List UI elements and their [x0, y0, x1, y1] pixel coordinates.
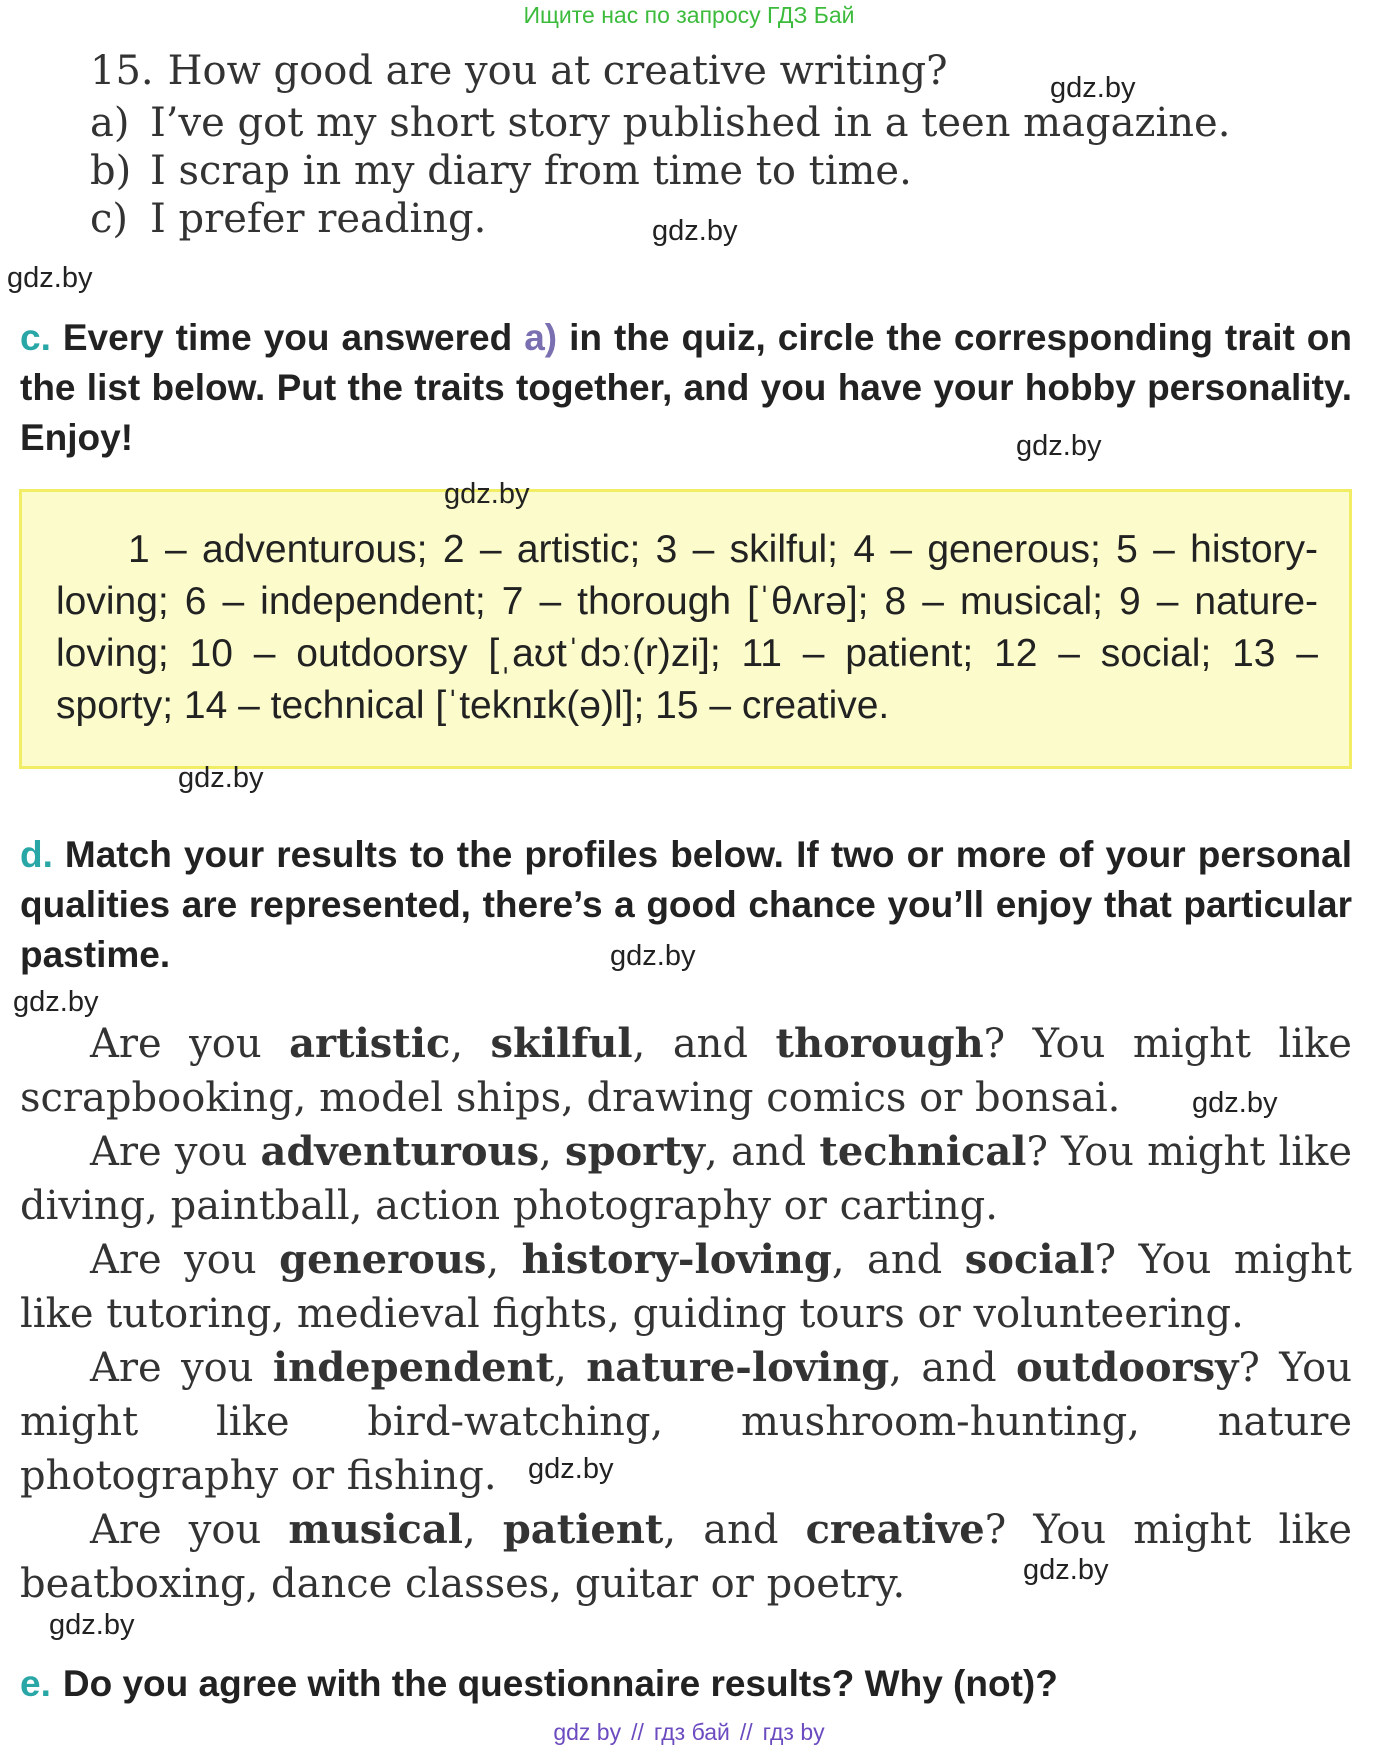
profile-quality: patient — [502, 1506, 664, 1553]
question-number: 15. — [90, 48, 154, 94]
profile-quality: musical — [288, 1506, 463, 1553]
option-a — [90, 100, 1230, 146]
profile-quality: independent — [272, 1344, 555, 1391]
option-text: I’ve got my short story published in a teen magazine. — [150, 100, 1231, 146]
footer-link[interactable]: гдз бай — [653, 1719, 730, 1745]
top-banner[interactable]: Ищите нас по запросу ГДЗ Бай — [523, 2, 855, 28]
profile-lead: Are you — [90, 1345, 254, 1391]
option-text: I prefer reading. — [150, 196, 487, 242]
section-c-highlight: a) — [524, 317, 558, 358]
profile-quality: creative — [805, 1506, 985, 1553]
profile-rest: ? You might like tutoring, medieval fights, guiding tours or volunteering. — [20, 1237, 1353, 1337]
profile-lead: Are you — [90, 1237, 257, 1283]
section-e-letter: e. — [20, 1663, 51, 1704]
profile-rest: ? You might like beatboxing, dance classes, guitar or poetry. — [20, 1507, 1352, 1607]
profile-paragraph: Are you independent, nature-loving, and outdoorsy? You might like bird-watching, mushroom-hunting, nature photography or fishing. — [20, 1344, 1353, 1499]
profile-paragraph: Are you adventurous, sporty, and technical? You might like diving, paintball, action photography or carting. — [20, 1128, 1352, 1229]
watermark: gdz.by — [49, 1609, 135, 1641]
profile-quality: skilful — [490, 1020, 633, 1067]
profile-lead: Are you — [90, 1507, 262, 1553]
section-e-instruction — [20, 1659, 1352, 1709]
watermark: gdz.by — [1192, 1087, 1278, 1119]
profile-rest: ? You might like diving, paintball, action photography or carting. — [20, 1129, 1352, 1229]
watermark: gdz.by — [1050, 72, 1136, 104]
watermark: gdz.by — [1016, 430, 1102, 462]
profile-rest: ? You might like bird-watching, mushroom-hunting, nature photography or fishing. — [20, 1345, 1353, 1499]
watermark: gdz.by — [7, 262, 93, 294]
footer-separator: // — [631, 1719, 644, 1745]
profile-and: , and — [889, 1345, 997, 1391]
option-b — [90, 148, 912, 194]
option-text: I scrap in my diary from time to time. — [150, 148, 912, 194]
profile-quality: sporty — [565, 1128, 706, 1175]
section-c-instruction — [20, 313, 1352, 463]
profile-quality: adventurous — [260, 1128, 540, 1175]
profile-and: , and — [705, 1129, 807, 1175]
footer-links — [0, 1719, 1378, 1746]
profile-paragraph: Are you artistic, skilful, and thorough? You might like scrapbooking, model ships, drawing comics or bonsai. — [20, 1020, 1352, 1121]
profile-and: , and — [663, 1507, 779, 1553]
profile-quality: artistic — [289, 1020, 451, 1067]
option-label: c) — [90, 196, 129, 242]
section-c-text-before: Every time you answered — [62, 317, 513, 358]
watermark: gdz.by — [652, 215, 738, 247]
section-c-text-after: in the quiz, circle the corresponding trait on the list below. Put the traits together, and you have your hobby personality. Enjoy! — [20, 317, 1353, 458]
profile-and: , and — [632, 1021, 749, 1067]
option-c — [90, 196, 486, 242]
watermark: gdz.by — [178, 762, 264, 794]
watermark: gdz.by — [528, 1453, 614, 1485]
profile-quality: thorough — [775, 1020, 984, 1067]
profile-lead: Are you — [90, 1021, 262, 1067]
option-label: a) — [90, 100, 130, 146]
profile-quality: social — [964, 1236, 1095, 1283]
question-text: How good are you at creative writing? — [167, 48, 948, 94]
question-title — [90, 48, 948, 94]
footer-link[interactable]: gdz by — [553, 1719, 622, 1745]
section-e-text: Do you agree with the questionnaire results? Why (not)? — [62, 1663, 1058, 1704]
profile-lead: Are you — [90, 1129, 248, 1175]
watermark: gdz.by — [444, 478, 530, 510]
profile-paragraph: Are you musical, patient, and creative? You might like beatboxing, dance classes, guitar or poetry. — [20, 1506, 1352, 1607]
traits-list: 1 – adventurous; 2 – artistic; 3 – skilful; 4 – generous; 5 – history-loving; 6 – independent; 7 – thorough [ˈθʌrə]; 8 – musical; 9 – nature-loving; 10 – outdoorsy [ˌaʊtˈdɔː(r)zi]; 11 – patient; 12 – social; 13 – sporty; 14 – technical [ˈteknɪk(ə)l]; 15 – creative. — [56, 528, 1318, 727]
watermark: gdz.by — [13, 986, 99, 1018]
profile-and: , and — [831, 1237, 943, 1283]
profile-quality: technical — [819, 1128, 1027, 1175]
profile-paragraph: Are you generous, history-loving, and social? You might like tutoring, medieval fights, guiding tours or volunteering. — [20, 1236, 1353, 1337]
watermark: gdz.by — [1023, 1554, 1109, 1586]
option-label: b) — [90, 148, 132, 194]
profile-quality: generous — [279, 1236, 487, 1283]
profile-quality: history-loving — [521, 1236, 832, 1283]
watermark: gdz.by — [610, 940, 696, 972]
profile-rest: ? You might like scrapbooking, model ships, drawing comics or bonsai. — [20, 1021, 1352, 1121]
section-d-text: Match your results to the profiles below. If two or more of your personal qualities are represented, there’s a good chance you’ll enjoy that particular pastime. — [20, 834, 1352, 975]
section-c-letter: c. — [20, 317, 51, 358]
profile-quality: outdoorsy — [1015, 1344, 1239, 1391]
section-d-letter: d. — [20, 834, 53, 875]
profile-quality: nature-loving — [586, 1344, 890, 1391]
footer-link[interactable]: гдз by — [762, 1719, 825, 1745]
footer-separator: // — [739, 1719, 753, 1745]
